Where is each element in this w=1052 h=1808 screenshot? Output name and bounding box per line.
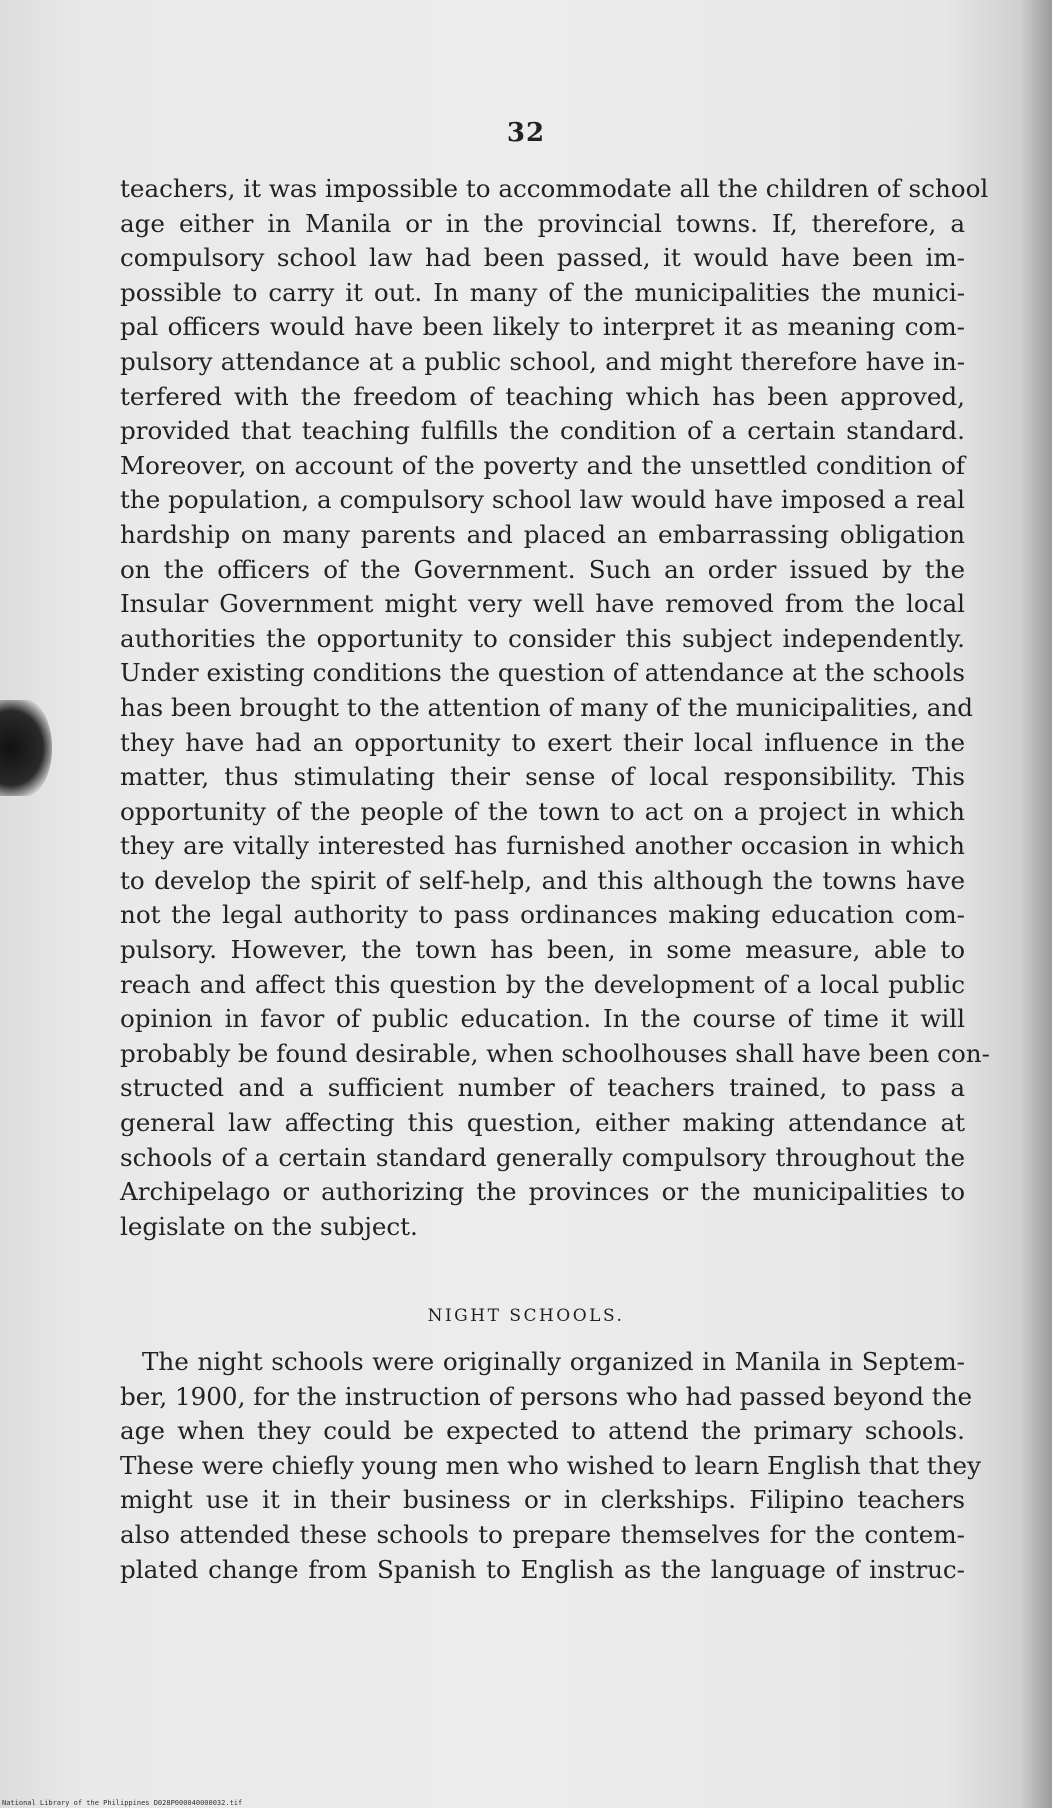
text-line: they are vitally interested has furnished another occasion in which (120, 831, 965, 861)
text-line: ber, 1900, for the instruction of persons who had passed beyond the (120, 1381, 973, 1411)
text-line: authorities the opportunity to consider this subject independently. (120, 623, 965, 653)
text-line: terfered with the freedom of teaching which has been approved, (120, 381, 965, 411)
text-line: probably be found desirable, when schoolhouses shall have been con- (120, 1038, 990, 1068)
text-line: compulsory school law had been passed, it would have been im- (120, 243, 965, 273)
text-line: teachers, it was impossible to accommodate all the children of school (120, 174, 989, 203)
paragraph-attendance (120, 172, 990, 1244)
text-line: pulsory. However, the town has been, in some measure, able to (120, 935, 965, 965)
text-line: schools of a certain standard generally compulsory throughout the (120, 1142, 965, 1172)
section-heading-night-schools: NIGHT SCHOOLS. (427, 1306, 625, 1326)
scan-footer: National Library of the Philippines D028P000040000032.tif (2, 1799, 243, 1807)
text-line: reach and affect this question by the development of a local public (120, 969, 965, 999)
text-line: to develop the spirit of self-help, and this although the towns have (120, 865, 965, 895)
text-line: Insular Government might very well have removed from the local (120, 589, 965, 619)
text-line: not the legal authority to pass ordinances making education com- (120, 900, 965, 930)
text-line: Under existing conditions the question of attendance at the schools (120, 658, 965, 688)
text-line: possible to carry it out. In many of the municipalities the munici- (120, 277, 965, 307)
text-line: pulsory attendance at a public school, and might therefore have in- (120, 346, 965, 376)
text-line: These were chiefly young men who wished to learn English that they (120, 1450, 981, 1480)
text-line: Archipelago or authorizing the provinces or the municipalities to (120, 1177, 965, 1207)
thumb-shadow (0, 700, 52, 796)
page-number: 32 (506, 118, 546, 148)
text-line: Moreover, on account of the poverty and the unsettled condition of (120, 450, 965, 480)
text-line: hardship on many parents and placed an embarrassing obligation (120, 519, 965, 549)
paragraph-night-schools (120, 1345, 981, 1587)
text-line: opportunity of the people of the town to act on a project in which (120, 796, 965, 826)
text-line: the population, a compulsory school law would have imposed a real (120, 485, 965, 515)
text-line: provided that teaching fulfills the condition of a certain standard. (120, 416, 965, 446)
text-line: The night schools were originally organized in Manila in Septem- (142, 1347, 965, 1376)
text-line: general law affecting this question, either making attendance at (120, 1108, 965, 1138)
text-line: might use it in their business or in clerkships. Filipino teachers (120, 1485, 965, 1515)
text-line: they have had an opportunity to exert their local influence in the (120, 727, 965, 757)
text-line: age when they could be expected to attend the primary schools. (120, 1416, 965, 1446)
text-line: legislate on the subject. (120, 1211, 418, 1241)
text-line: age either in Manila or in the provincial towns. If, therefore, a (120, 208, 965, 238)
text-line: has been brought to the attention of many of the municipalities, and (120, 692, 974, 722)
text-line: matter, thus stimulating their sense of local responsibility. This (120, 762, 965, 792)
text-line: structed and a sufficient number of teachers trained, to pass a (120, 1073, 965, 1103)
text-line: opinion in favor of public education. In the course of time it will (120, 1004, 965, 1034)
text-line: plated change from Spanish to English as the language of instruc- (120, 1554, 965, 1584)
text-line: pal officers would have been likely to interpret it as meaning com- (120, 312, 965, 342)
text-line: on the officers of the Government. Such an order issued by the (120, 554, 965, 584)
text-line: also attended these schools to prepare themselves for the contem- (120, 1519, 965, 1549)
